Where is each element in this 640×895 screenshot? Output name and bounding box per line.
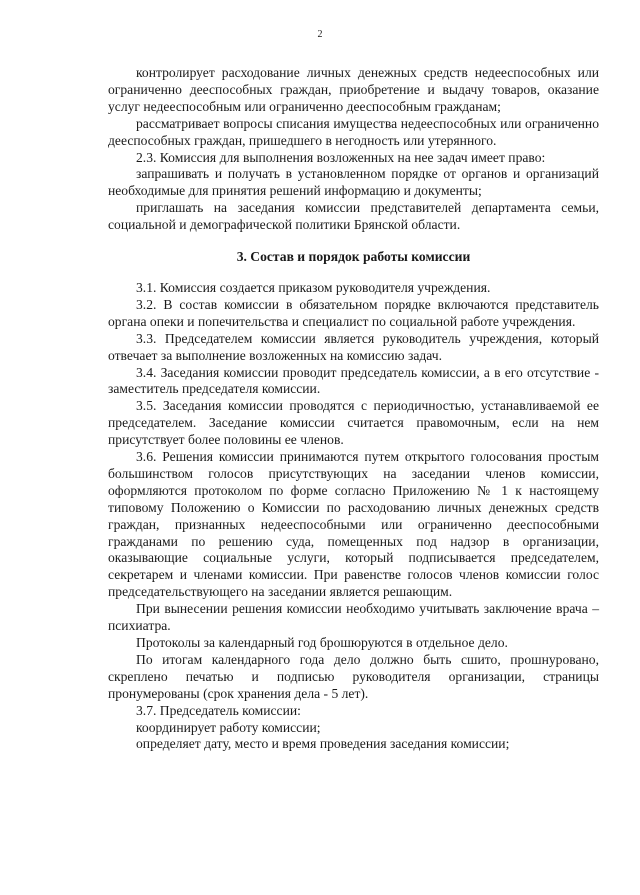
- paragraph: По итогам календарного года дело должно быть сшито, прошнуровано, скреплено печатью и подписью руководителя организации, страницы пронумерованы (срок хранения дела - 5 лет).: [108, 651, 599, 701]
- paragraph: 3.3. Председателем комиссии является руководитель учреждения, который отвечает за выполнение возложенных на комиссию задач.: [108, 330, 599, 363]
- document-body: [108, 65, 599, 753]
- paragraph: контролирует расходование личных денежных средств недееспособных или ограниченно дееспособных граждан, приобретение и выдачу товаров, оказание услуг недееспособным или ограниченно дееспособным гражданам;: [108, 65, 599, 114]
- paragraph: 3.6. Решения комиссии принимаются путем открытого голосования простым большинством голосов присутствующих на заседании членов комиссии, оформляются протоколом по форме согласно Приложению № 1 к настоящему типовому Положению о Комиссии по расходованию личных денежных средств граждан, признанных недееспособными или ограниченно дееспособными гражданами по решению суда, помещенных под надзор в организации, оказывающие социальные услуги, который подписывается председателем, секретарем и членами комиссии. При равенстве голосов членов комиссии голос председательствующего на заседании является решающим.: [108, 449, 599, 600]
- paragraph: Протоколы за календарный год брошюруются в отдельное дело.: [136, 635, 508, 650]
- paragraph: 3.7. Председатель комиссии:: [136, 702, 301, 718]
- paragraph: координирует работу комиссии;: [136, 719, 321, 735]
- paragraph: определяет дату, место и время проведения заседания комиссии;: [136, 736, 510, 752]
- page-number: 2: [317, 29, 323, 40]
- paragraph: 3.2. В состав комиссии в обязательном порядке включаются представитель органа опеки и попечительства и специалист по социальной работе учреждения.: [108, 296, 599, 329]
- section-heading: 3. Состав и порядок работы комиссии: [236, 249, 471, 265]
- paragraph: 3.4. Заседания комиссии проводит председатель комиссии, а в его отсутствие - заместитель председателя комиссии.: [108, 364, 599, 397]
- paragraph: запрашивать и получать в установленном порядке от органов и организаций необходимые для принятия решений информацию и документы;: [108, 166, 599, 199]
- paragraph: 2.3. Комиссия для выполнения возложенных на нее задач имеет право:: [136, 149, 546, 165]
- paragraph: 3.5. Заседания комиссии проводятся с периодичностью, устанавливаемой ее председателем. Заседание комиссии считается правомочным, если на нем присутствует более половины ее членов.: [108, 398, 599, 448]
- paragraph: рассматривает вопросы списания имущества недееспособных или ограниченно дееспособных граждан, пришедшего в негодность или утерянного.: [108, 115, 599, 148]
- paragraph: приглашать на заседания комиссии представителей департамента семьи, социальной и демографической политики Брянской области.: [108, 200, 599, 233]
- paragraph: 3.1. Комиссия создается приказом руководителя учреждения.: [136, 279, 491, 295]
- paragraph: При вынесении решения комиссии необходимо учитывать заключение врача – психиатра.: [108, 601, 599, 634]
